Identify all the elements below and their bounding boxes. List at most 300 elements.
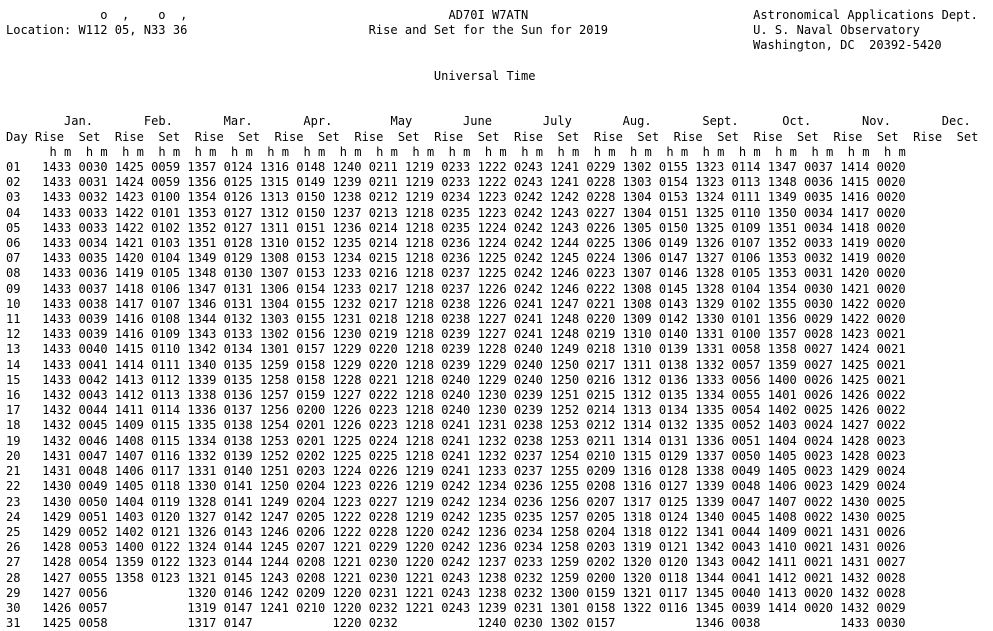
hm-units: h m — [85, 144, 108, 159]
rise-set-cell: 1339 0047 — [695, 494, 761, 509]
rise-set-cell: 1423 0021 — [840, 327, 906, 342]
rise-set-cell: 1257 0205 — [550, 509, 616, 524]
rise-set-cell: 1433 0030 — [840, 616, 906, 631]
rise-set-cell: 1353 0031 — [767, 266, 834, 281]
rise-set-cell: 1339 0135 — [187, 372, 253, 387]
rise-set-cell: 1324 0111 — [695, 190, 761, 205]
rise-set-cell: 1433 0039 — [42, 327, 108, 342]
rise-set-cell: 1420 0020 — [840, 266, 906, 281]
rise-set-cell: 1348 0130 — [187, 266, 253, 281]
day-number: 31 — [6, 616, 21, 631]
rise-set-cell: 1241 0210 — [259, 600, 326, 615]
rise-set-cell: 1220 0242 — [405, 540, 471, 555]
rise-header: Rise — [274, 129, 304, 144]
rise-set-cell: 1323 0144 — [187, 555, 253, 570]
rise-set-cell: 1318 0124 — [622, 509, 688, 524]
rise-set-cell: 1426 0057 — [42, 600, 108, 615]
rise-header: Rise — [753, 129, 783, 144]
rise-set-cell: 1231 0218 — [332, 312, 398, 327]
rise-set-cell: 1304 0151 — [622, 205, 688, 220]
hm-units: h m — [376, 144, 398, 159]
rise-set-cell: 1220 0242 — [405, 555, 471, 570]
rise-set-cell: 1346 0131 — [187, 296, 253, 311]
rise-set-cell: 1326 0107 — [695, 236, 761, 251]
rise-set-cell: 1319 0121 — [622, 540, 688, 555]
rise-set-cell: 1219 0233 — [405, 175, 471, 190]
rise-set-cell: 1430 0025 — [840, 494, 906, 509]
rise-set-cell: 1317 0147 — [187, 616, 253, 631]
rise-set-cell: 1219 0242 — [405, 479, 471, 494]
rise-header: Rise — [913, 129, 943, 144]
rise-set-cell: 1228 0221 — [332, 372, 398, 387]
rise-set-cell: 1249 0204 — [259, 494, 326, 509]
rise-set-cell: 1425 0021 — [840, 357, 906, 372]
rise-set-cell: 1252 0214 — [550, 403, 616, 418]
rise-set-cell: 1348 0036 — [767, 175, 834, 190]
month-header: Sept. — [702, 114, 739, 129]
rise-set-cell: 1248 0219 — [550, 327, 616, 342]
day-number: 10 — [6, 296, 21, 311]
rise-set-cell: 1338 0049 — [695, 464, 761, 479]
rise-set-cell: 1429 0024 — [840, 479, 906, 494]
day-number: 16 — [6, 388, 21, 403]
rise-set-cell: 1414 0111 — [114, 357, 181, 372]
rise-set-cell: 1244 0225 — [550, 236, 616, 251]
rise-set-cell: 1311 0138 — [622, 357, 688, 372]
rise-set-cell: 1432 0044 — [42, 403, 108, 418]
rise-set-cell: 1256 0200 — [259, 403, 326, 418]
rise-set-cell: 1221 0243 — [405, 570, 471, 585]
hm-units: h m — [847, 144, 870, 159]
rise-set-cell: 1321 0145 — [187, 570, 253, 585]
rise-set-cell: 1311 0151 — [259, 220, 326, 235]
rise-set-cell: 1423 0100 — [114, 190, 181, 205]
rise-set-cell: 1418 0020 — [840, 220, 906, 235]
rise-set-cell: 1344 0132 — [187, 312, 253, 327]
rise-set-cell: 1354 0126 — [187, 190, 253, 205]
location: Location: W112 05, N33 36 — [6, 23, 188, 38]
rise-set-cell: 1221 0243 — [405, 585, 471, 600]
rise-set-cell: 1351 0128 — [187, 236, 253, 251]
rise-set-cell: 1318 0122 — [622, 524, 688, 539]
rise-set-cell: 1242 0209 — [259, 585, 326, 600]
rise-set-cell: 1218 0240 — [405, 372, 471, 387]
rise-set-cell: 1220 0232 — [332, 600, 398, 615]
rise-set-cell: 1227 0241 — [477, 312, 543, 327]
rise-set-cell: 1316 0127 — [622, 479, 688, 494]
rise-set-cell: 1330 0141 — [187, 479, 253, 494]
rise-set-cell: 1308 0153 — [259, 251, 326, 266]
rise-set-cell: 1327 0142 — [187, 509, 253, 524]
rise-set-cell: 1422 0020 — [840, 296, 906, 311]
rise-set-cell: 1221 0230 — [332, 555, 398, 570]
rise-set-cell: 1433 0033 — [42, 220, 108, 235]
rise-set-cell: 1247 0205 — [259, 509, 326, 524]
rise-set-cell: 1301 0157 — [259, 342, 326, 357]
rise-set-cell: 1430 0025 — [840, 509, 906, 524]
page-title: Rise and Set for the Sun for 2019 — [368, 23, 608, 38]
month-header: May — [390, 114, 413, 129]
rise-set-cell: 1310 0139 — [622, 342, 688, 357]
rise-set-cell: 1219 0233 — [405, 160, 471, 175]
rise-set-cell: 1431 0026 — [840, 540, 906, 555]
rise-set-cell: 1339 0048 — [695, 479, 761, 494]
rise-set-cell: 1319 0147 — [187, 600, 253, 615]
rise-set-cell: 1334 0055 — [695, 388, 761, 403]
rise-set-cell: 1218 0237 — [405, 266, 471, 281]
rise-set-cell: 1347 0037 — [767, 160, 834, 175]
rise-set-cell: 1320 0118 — [622, 570, 688, 585]
rise-set-cell: 1251 0203 — [259, 464, 326, 479]
rise-set-cell: 1316 0128 — [622, 464, 688, 479]
rise-set-cell: 1247 0221 — [550, 296, 616, 311]
day-number: 01 — [6, 160, 21, 175]
rise-set-cell: 1306 0154 — [259, 281, 326, 296]
rise-set-cell: 1335 0054 — [695, 403, 761, 418]
rise-header: Rise — [673, 129, 703, 144]
day-number: 25 — [6, 524, 21, 539]
rise-set-cell: 1218 0236 — [405, 251, 471, 266]
rise-set-cell: 1357 0124 — [187, 160, 253, 175]
month-header: June — [463, 114, 493, 129]
rise-header: Rise — [35, 129, 65, 144]
rise-set-cell: 1342 0134 — [187, 342, 253, 357]
rise-set-cell: 1233 0216 — [332, 266, 398, 281]
rise-header: Rise — [434, 129, 464, 144]
rise-set-cell: 1232 0237 — [477, 448, 543, 463]
rise-set-cell: 1241 0229 — [550, 160, 616, 175]
day-number: 02 — [6, 175, 21, 190]
rise-set-cell: 1358 0123 — [114, 570, 181, 585]
rise-set-cell: 1241 0228 — [550, 175, 616, 190]
day-number: 12 — [6, 327, 21, 342]
rise-set-cell: 1402 0025 — [767, 403, 834, 418]
rise-set-cell: 1428 0023 — [840, 448, 906, 463]
rise-set-cell: 1433 0033 — [42, 205, 108, 220]
day-number: 19 — [6, 433, 21, 448]
rise-set-cell: 1257 0159 — [259, 388, 326, 403]
rise-set-cell: 1245 0207 — [259, 540, 326, 555]
set-header: Set — [477, 129, 500, 144]
rise-set-cell: 1238 0232 — [477, 570, 543, 585]
rise-set-cell: 1430 0050 — [42, 494, 108, 509]
rise-set-cell: 1258 0204 — [550, 524, 616, 539]
rise-set-cell: 1400 0026 — [767, 372, 834, 387]
rise-set-cell: 1229 0240 — [477, 372, 543, 387]
rise-set-cell: 1253 0212 — [550, 418, 616, 433]
time-standard: Universal Time — [433, 68, 536, 83]
rise-set-cell: 1416 0020 — [840, 190, 906, 205]
rise-set-cell: 1224 0242 — [477, 220, 543, 235]
rise-set-cell: 1343 0042 — [695, 555, 761, 570]
rise-header: Rise — [194, 129, 224, 144]
day-number: 04 — [6, 205, 21, 220]
hm-units: h m — [448, 144, 471, 159]
rise-set-cell: 1232 0238 — [477, 433, 543, 448]
rise-set-cell: 1310 0152 — [259, 236, 326, 251]
rise-set-cell: 1325 0109 — [695, 220, 761, 235]
rise-set-cell: 1245 0224 — [550, 251, 616, 266]
rise-set-cell: 1402 0121 — [114, 524, 181, 539]
rise-set-cell: 1421 0103 — [114, 236, 181, 251]
hm-units: h m — [702, 144, 725, 159]
rise-set-cell: 1302 0157 — [550, 616, 616, 631]
day-number: 17 — [6, 403, 21, 418]
rise-set-cell: 1431 0027 — [840, 555, 906, 570]
observatory-name: U. S. Naval Observatory — [753, 23, 920, 38]
rise-set-cell: 1422 0101 — [114, 205, 181, 220]
rise-set-cell: 1353 0127 — [187, 205, 253, 220]
rise-set-cell: 1218 0237 — [405, 281, 471, 296]
rise-set-cell: 1223 0242 — [477, 190, 543, 205]
station-id: AD70I W7ATN — [448, 8, 529, 22]
month-header: Nov. — [862, 114, 892, 129]
rise-set-cell: 1223 0226 — [332, 479, 398, 494]
rise-set-cell: 1234 0236 — [477, 479, 543, 494]
rise-set-cell: 1353 0032 — [767, 251, 834, 266]
rise-set-cell: 1403 0024 — [767, 418, 834, 433]
observatory-address: Washington, DC 20392-5420 — [753, 38, 942, 53]
day-number: 08 — [6, 266, 21, 281]
rise-set-cell: 1224 0242 — [477, 236, 543, 251]
rise-set-cell: 1433 0038 — [42, 296, 108, 311]
rise-set-cell: 1255 0208 — [550, 479, 616, 494]
rise-set-cell: 1338 0136 — [187, 388, 253, 403]
rise-set-cell: 1226 0223 — [332, 418, 398, 433]
set-header: Set — [717, 129, 739, 144]
rise-set-cell: 1218 0239 — [405, 327, 471, 342]
rise-set-cell: 1432 0028 — [840, 585, 906, 600]
day-number: 26 — [6, 540, 21, 555]
rise-set-cell: 1324 0144 — [187, 540, 253, 555]
rise-set-cell: 1350 0034 — [767, 205, 834, 220]
rise-set-cell: 1412 0113 — [114, 388, 181, 403]
day-number: 21 — [6, 464, 21, 479]
day-number: 18 — [6, 418, 21, 433]
rise-set-cell: 1313 0134 — [622, 403, 688, 418]
month-header: Mar. — [223, 114, 253, 129]
rise-set-cell: 1240 0211 — [332, 160, 398, 175]
rise-set-cell: 1359 0122 — [114, 555, 181, 570]
rise-set-cell: 1235 0214 — [332, 236, 398, 251]
set-header: Set — [557, 129, 580, 144]
rise-set-cell: 1224 0226 — [332, 464, 398, 479]
hm-units: h m — [593, 144, 616, 159]
rise-set-cell: 1322 0116 — [622, 600, 688, 615]
rise-set-cell: 1352 0033 — [767, 236, 834, 251]
rise-set-cell: 1406 0023 — [767, 479, 834, 494]
rise-set-cell: 1358 0027 — [767, 342, 834, 357]
rise-set-cell: 1433 0036 — [42, 266, 108, 281]
rise-set-cell: 1424 0021 — [840, 342, 906, 357]
rise-set-cell: 1242 0228 — [550, 190, 616, 205]
set-header: Set — [397, 129, 420, 144]
rise-set-cell: 1403 0120 — [114, 509, 181, 524]
rise-set-cell: 1246 0223 — [550, 266, 616, 281]
day-number: 03 — [6, 190, 21, 205]
rise-set-cell: 1218 0235 — [405, 220, 471, 235]
month-header: Oct. — [782, 114, 812, 129]
rise-set-cell: 1433 0041 — [42, 357, 108, 372]
rise-set-cell: 1417 0020 — [840, 205, 906, 220]
coordinate-degree-marks: o , o , — [6, 8, 188, 22]
rise-set-cell: 1302 0155 — [622, 160, 688, 175]
rise-set-cell: 1218 0238 — [405, 312, 471, 327]
rise-set-cell: 1327 0106 — [695, 251, 761, 266]
rise-set-cell: 1430 0049 — [42, 479, 108, 494]
hm-units: h m — [303, 144, 326, 159]
hm-units: h m — [557, 144, 580, 159]
rise-set-cell: 1220 0242 — [405, 524, 471, 539]
rise-set-cell: 1331 0100 — [695, 327, 761, 342]
rise-set-cell: 1345 0039 — [695, 600, 761, 615]
rise-set-cell: 1238 0232 — [477, 585, 543, 600]
rise-header: Rise — [514, 129, 544, 144]
rise-set-cell: 1405 0023 — [767, 464, 834, 479]
rise-set-cell: 1323 0113 — [695, 175, 761, 190]
rise-set-cell: 1405 0023 — [767, 448, 834, 463]
rise-set-cell: 1304 0155 — [259, 296, 326, 311]
rise-set-cell: 1413 0112 — [114, 372, 181, 387]
hm-units: h m — [412, 144, 435, 159]
rise-set-cell: 1433 0030 — [42, 160, 108, 175]
rise-set-cell: 1422 0020 — [840, 312, 906, 327]
hm-units: h m — [194, 144, 217, 159]
rise-set-cell: 1418 0106 — [114, 281, 181, 296]
rise-set-cell: 1308 0145 — [622, 281, 688, 296]
rise-set-cell: 1320 0146 — [187, 585, 253, 600]
rise-set-cell: 1230 0239 — [477, 388, 543, 403]
rise-set-cell: 1235 0235 — [477, 509, 543, 524]
rise-set-cell: 1236 0214 — [332, 220, 398, 235]
rise-set-cell: 1409 0115 — [114, 418, 181, 433]
day-number: 28 — [6, 570, 21, 585]
rise-set-cell: 1425 0021 — [840, 372, 906, 387]
rise-set-cell: 1304 0153 — [622, 190, 688, 205]
rise-set-cell: 1234 0236 — [477, 494, 543, 509]
rise-set-cell: 1405 0118 — [114, 479, 181, 494]
rise-set-cell: 1243 0227 — [550, 205, 616, 220]
rise-set-cell: 1340 0045 — [695, 509, 761, 524]
rise-set-cell: 1240 0230 — [477, 616, 543, 631]
rise-set-cell: 1256 0207 — [550, 494, 616, 509]
rise-set-cell: 1310 0140 — [622, 327, 688, 342]
rise-set-cell: 1329 0102 — [695, 296, 761, 311]
rise-set-cell: 1404 0024 — [767, 433, 834, 448]
rise-set-cell: 1408 0115 — [114, 433, 181, 448]
rise-set-cell: 1427 0056 — [42, 585, 108, 600]
rise-set-cell: 1308 0143 — [622, 296, 688, 311]
rise-set-cell: 1218 0241 — [405, 433, 471, 448]
rise-set-cell: 1342 0043 — [695, 540, 761, 555]
rise-set-cell: 1331 0058 — [695, 342, 761, 357]
rise-set-cell: 1432 0045 — [42, 418, 108, 433]
month-header: Jan. — [64, 114, 94, 129]
rise-set-cell: 1220 0231 — [332, 585, 398, 600]
rise-set-cell: 1225 0225 — [332, 448, 398, 463]
rise-set-cell: 1433 0032 — [42, 190, 108, 205]
rise-set-cell: 1254 0210 — [550, 448, 616, 463]
rise-set-cell: 1237 0213 — [332, 205, 398, 220]
rise-set-cell: 1407 0022 — [767, 494, 834, 509]
hm-units: h m — [738, 144, 761, 159]
rise-set-cell: 1400 0122 — [114, 540, 181, 555]
rise-set-cell: 1431 0026 — [840, 524, 906, 539]
rise-set-cell: 1321 0117 — [622, 585, 688, 600]
rise-set-cell: 1229 0240 — [477, 357, 543, 372]
rise-set-cell: 1218 0240 — [405, 403, 471, 418]
rise-set-cell: 1221 0243 — [405, 600, 471, 615]
rise-set-cell: 1332 0139 — [187, 448, 253, 463]
day-column-header: Day — [6, 129, 28, 144]
set-header: Set — [797, 129, 819, 144]
rise-set-cell: 1340 0135 — [187, 357, 253, 372]
rise-set-cell: 1344 0041 — [695, 570, 761, 585]
rise-set-cell: 1407 0116 — [114, 448, 181, 463]
rise-set-cell: 1335 0138 — [187, 418, 253, 433]
rise-set-cell: 1416 0109 — [114, 327, 181, 342]
rise-set-cell: 1356 0029 — [767, 312, 834, 327]
rise-set-cell: 1422 0102 — [114, 220, 181, 235]
set-header: Set — [956, 129, 979, 144]
rise-set-cell: 1416 0108 — [114, 312, 181, 327]
rise-set-cell: 1218 0240 — [405, 388, 471, 403]
rise-set-cell: 1347 0131 — [187, 281, 253, 296]
rise-set-cell: 1248 0220 — [550, 312, 616, 327]
rise-set-cell: 1420 0104 — [114, 251, 181, 266]
rise-set-cell: 1336 0137 — [187, 403, 253, 418]
day-number: 24 — [6, 509, 21, 524]
rise-set-cell: 1227 0222 — [332, 388, 398, 403]
day-number: 23 — [6, 494, 21, 509]
rise-set-cell: 1258 0203 — [550, 540, 616, 555]
rise-set-cell: 1218 0236 — [405, 236, 471, 251]
rise-set-cell: 1223 0242 — [477, 205, 543, 220]
rise-set-cell: 1222 0228 — [332, 524, 398, 539]
rise-set-cell: 1223 0227 — [332, 494, 398, 509]
rise-header: Rise — [833, 129, 863, 144]
rise-set-cell: 1316 0148 — [259, 160, 326, 175]
rise-set-cell: 1355 0030 — [767, 296, 834, 311]
rise-set-cell: 1303 0155 — [259, 312, 326, 327]
rise-set-cell: 1250 0204 — [259, 479, 326, 494]
rise-set-cell: 1225 0224 — [332, 433, 398, 448]
rise-set-cell: 1314 0131 — [622, 433, 688, 448]
month-header: Aug. — [622, 114, 652, 129]
hm-units: h m — [158, 144, 181, 159]
rise-set-cell: 1230 0219 — [332, 327, 398, 342]
rise-set-cell: 1226 0241 — [477, 296, 543, 311]
sunrise-sunset-table — [6, 8, 979, 631]
rise-set-cell: 1252 0202 — [259, 448, 326, 463]
rise-set-cell: 1331 0140 — [187, 464, 253, 479]
rise-set-cell: 1225 0242 — [477, 251, 543, 266]
rise-set-cell: 1315 0129 — [622, 448, 688, 463]
rise-set-cell: 1218 0238 — [405, 296, 471, 311]
rise-set-cell: 1351 0034 — [767, 220, 834, 235]
day-number: 14 — [6, 357, 21, 372]
rise-set-cell: 1433 0042 — [42, 372, 108, 387]
rise-header: Rise — [114, 129, 144, 144]
month-header: Feb. — [143, 114, 173, 129]
rise-set-cell: 1231 0238 — [477, 418, 543, 433]
rise-set-cell: 1335 0052 — [695, 418, 761, 433]
hm-units: h m — [666, 144, 689, 159]
rise-set-cell: 1431 0048 — [42, 464, 108, 479]
hm-units: h m — [811, 144, 834, 159]
rise-set-cell: 1401 0026 — [767, 388, 834, 403]
rise-set-cell: 1328 0141 — [187, 494, 253, 509]
